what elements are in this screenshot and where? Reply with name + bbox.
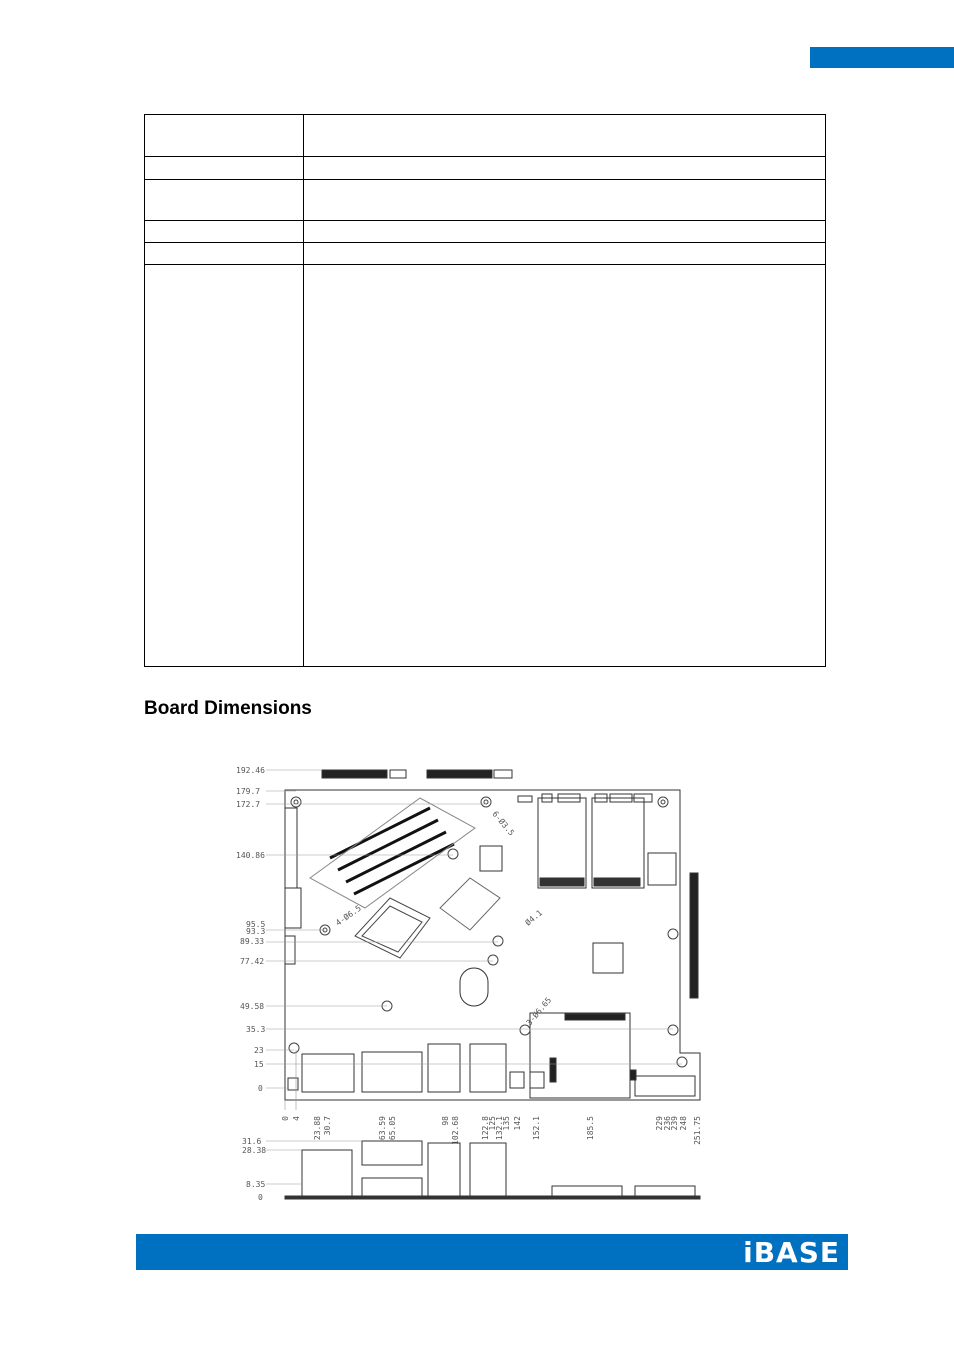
io-vga <box>302 1054 354 1092</box>
ibase-logo: iBASE <box>743 1236 840 1269</box>
table-cell <box>145 265 304 667</box>
table-cell <box>304 115 826 157</box>
table-cell <box>145 243 304 265</box>
dim-label: 229 <box>655 1116 664 1131</box>
dim-label: 31.6 <box>242 1137 262 1146</box>
spec-table <box>144 114 826 667</box>
section-title: Board Dimensions <box>144 698 312 719</box>
dim-label: 179.7 <box>236 787 261 796</box>
io-lan-1 <box>428 1044 460 1092</box>
dim-label: 93.3 <box>246 927 266 936</box>
dim-label: 35.3 <box>246 1025 266 1034</box>
dim-label: 89.33 <box>240 937 265 946</box>
dim-label: 0 <box>258 1193 263 1202</box>
table-row <box>145 115 826 157</box>
dim-label: 192.46 <box>236 766 265 775</box>
dim-label: 49.58 <box>240 1002 265 1011</box>
dim-label: 185.5 <box>586 1116 595 1141</box>
table-cell <box>145 221 304 243</box>
hole-labels <box>333 809 553 1027</box>
dim-label: 98 <box>441 1116 450 1126</box>
table-cell <box>304 157 826 180</box>
right-header <box>690 873 698 998</box>
dim-label: 0 <box>258 1084 263 1093</box>
table-row <box>145 180 826 221</box>
table-cell <box>145 180 304 221</box>
table-cell <box>145 115 304 157</box>
dim-label: 125 <box>488 1116 497 1131</box>
dim-label: 77.42 <box>240 957 265 966</box>
dim-label: 135 <box>502 1116 511 1131</box>
top-header <box>322 770 387 778</box>
table-row <box>145 157 826 180</box>
dim-label: 102.68 <box>451 1116 460 1145</box>
table-row <box>145 243 826 265</box>
dim-label: Ø4.1 <box>523 908 545 928</box>
dim-label: 6-Ø3.5 <box>490 809 516 838</box>
dim-label: 8.35 <box>246 1180 266 1189</box>
dim-label: 152.1 <box>532 1116 541 1141</box>
left-connector-2 <box>285 888 301 928</box>
dim-label: 122.8 <box>481 1116 490 1141</box>
dim-label: 132.1 <box>495 1116 504 1141</box>
x-labels <box>281 1116 702 1145</box>
dim-label: 63.59 <box>378 1116 387 1141</box>
table-cell <box>304 180 826 221</box>
dim-label: 248 <box>679 1116 688 1131</box>
table-cell <box>304 243 826 265</box>
dim-label: 65.05 <box>388 1116 397 1141</box>
dim-label: 23.88 <box>313 1116 322 1141</box>
dim-label: 4 <box>292 1116 301 1121</box>
dim-label: 251.75 <box>693 1116 702 1145</box>
side-labels <box>242 1137 266 1202</box>
table-cell <box>304 265 826 667</box>
table-cell <box>145 157 304 180</box>
dim-label: 3-Ø6.65 <box>524 995 554 1028</box>
footer-bar <box>136 1234 848 1270</box>
left-connector <box>285 808 297 888</box>
dim-label: 0 <box>281 1116 290 1121</box>
dim-label: 4-Ø6.5 <box>333 903 363 928</box>
y-labels <box>236 766 265 1093</box>
dim-label: 23 <box>254 1046 264 1055</box>
dim-label: 172.7 <box>236 800 261 809</box>
io-lan-2 <box>470 1044 506 1092</box>
dim-label: 140.86 <box>236 851 265 860</box>
io-dvi <box>362 1052 422 1092</box>
soc <box>593 943 623 973</box>
dim-label: 28.38 <box>242 1146 267 1155</box>
dim-label: 15 <box>254 1060 264 1069</box>
table-cell <box>304 221 826 243</box>
dim-label: 239 <box>670 1116 679 1131</box>
dim-label: 30.7 <box>323 1116 332 1136</box>
dim-label: 236 <box>663 1116 672 1131</box>
board-dimensions-drawing <box>230 758 710 1208</box>
header-tab <box>810 47 954 68</box>
top-header-2 <box>427 770 492 778</box>
table-row <box>145 265 826 667</box>
table-row <box>145 221 826 243</box>
dim-label: 95.5 <box>246 920 266 929</box>
dim-label: 142 <box>513 1116 522 1131</box>
